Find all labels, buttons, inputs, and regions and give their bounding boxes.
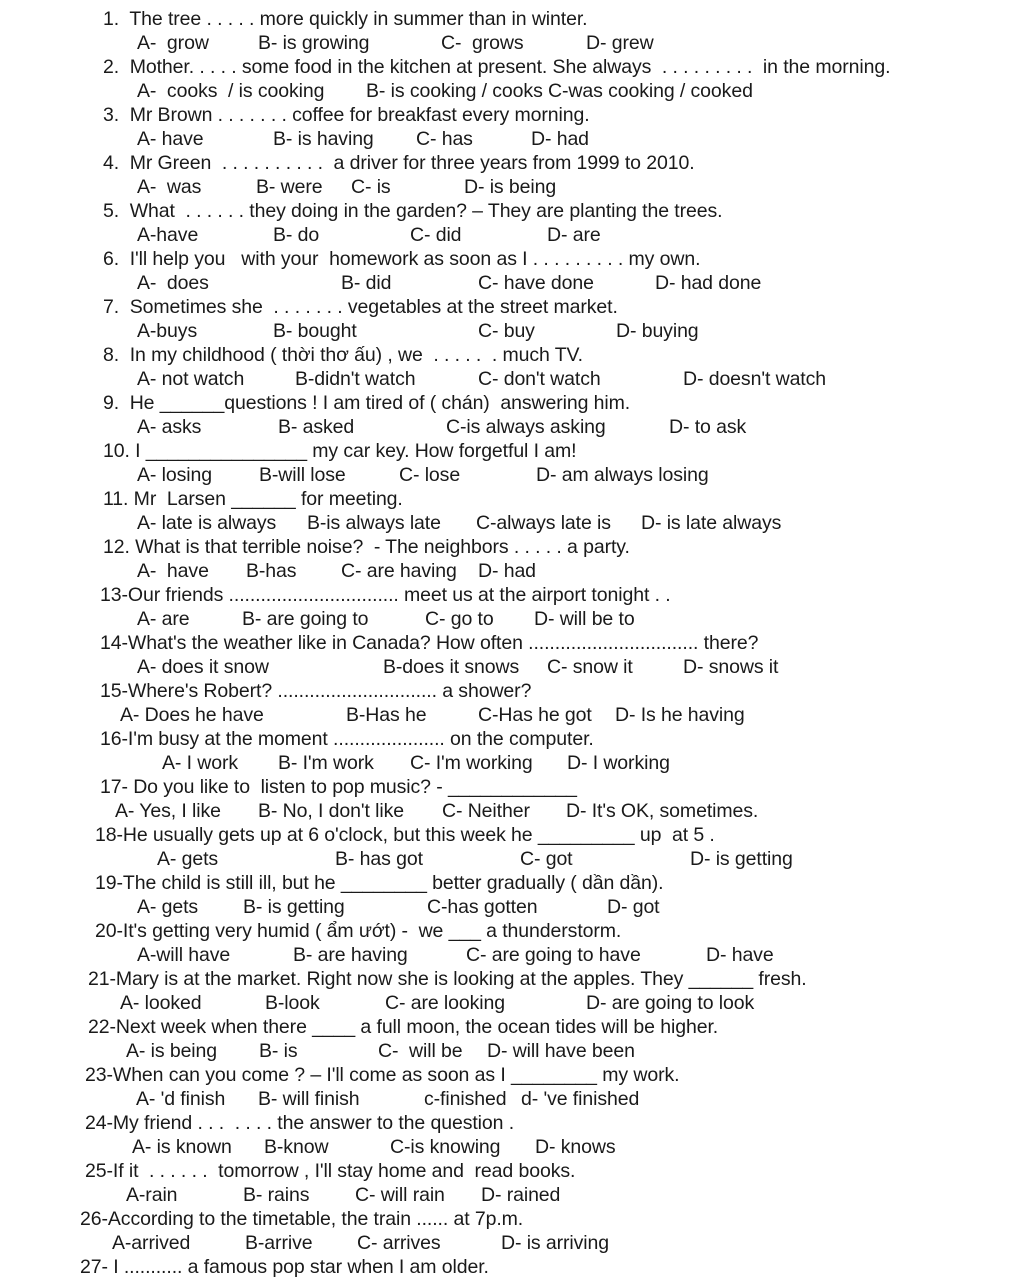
question-17-stem: 17- Do you like to listen to pop music? - ____________ — [100, 776, 577, 798]
question-21-option-a: A- looked — [120, 992, 202, 1014]
question-5-option-a: A-have — [137, 224, 199, 246]
question-12-option-b: B-has — [246, 560, 297, 582]
question-23-option-a: A- 'd finish — [136, 1088, 226, 1110]
question-4-option-d: D- is being — [464, 176, 557, 198]
question-16-stem: 16-I'm busy at the moment ..................... on the computer. — [100, 728, 594, 750]
question-2-option-c: C-was cooking / cooked — [548, 80, 753, 102]
question-3-option-c: C- has — [416, 128, 473, 150]
question-21-option-c: C- are looking — [385, 992, 505, 1014]
question-17-option-d: D- It's OK, sometimes. — [566, 800, 759, 822]
question-7-option-b: B- bought — [273, 320, 357, 342]
question-8-option-b: B-didn't watch — [295, 368, 416, 390]
question-12-option-d: D- had — [478, 560, 536, 582]
question-7-stem: 7. Sometimes she . . . . . . . vegetables at the street market. — [103, 296, 618, 318]
question-25-option-a: A-rain — [126, 1184, 178, 1206]
question-22-option-b: B- is — [259, 1040, 298, 1062]
question-14-option-a: A- does it snow — [137, 656, 269, 678]
question-12-option-a: A- have — [137, 560, 209, 582]
question-10-stem: 10. I _______________ my car key. How forgetful I am! — [103, 440, 577, 462]
question-22-option-c: C- will be — [378, 1040, 463, 1062]
question-9-option-b: B- asked — [278, 416, 355, 438]
question-13-stem: 13-Our friends ................................ meet us at the airport tonight . . — [100, 584, 671, 606]
question-10-option-c: C- lose — [399, 464, 461, 486]
question-16-option-a: A- I work — [162, 752, 239, 774]
question-8-option-c: C- don't watch — [478, 368, 601, 390]
question-14-stem: 14-What's the weather like in Canada? How often ................................ there? — [100, 632, 759, 654]
question-2-option-a: A- cooks / is cooking — [137, 80, 325, 102]
question-23-option-b: B- will finish — [258, 1088, 360, 1110]
question-18-option-a: A- gets — [157, 848, 219, 870]
question-1-option-b: B- is growing — [258, 32, 370, 54]
question-26-option-d: D- is arriving — [501, 1232, 610, 1254]
question-18-option-c: C- got — [520, 848, 573, 870]
question-25-option-c: C- will rain — [355, 1184, 445, 1206]
question-11-option-c: C-always late is — [476, 512, 611, 534]
question-13-option-a: A- are — [137, 608, 190, 630]
question-20-option-b: B- are having — [293, 944, 408, 966]
question-16-option-b: B- I'm work — [278, 752, 374, 774]
question-17-option-c: C- Neither — [442, 800, 530, 822]
question-9-option-a: A- asks — [137, 416, 202, 438]
question-10-option-d: D- am always losing — [536, 464, 709, 486]
question-19-option-a: A- gets — [137, 896, 199, 918]
question-23-option-c: c-finished — [424, 1088, 507, 1110]
question-23-option-d: d- 've finished — [521, 1088, 640, 1110]
question-15-option-d: D- Is he having — [615, 704, 745, 726]
question-2-stem: 2. Mother. . . . . some food in the kitchen at present. She always . . . . . . . . . in the morning. — [103, 56, 891, 78]
question-7-option-a: A-buys — [137, 320, 198, 342]
question-1-option-d: D- grew — [586, 32, 654, 54]
question-20-option-c: C- are going to have — [466, 944, 641, 966]
question-16-option-c: C- I'm working — [410, 752, 533, 774]
question-9-option-d: D- to ask — [669, 416, 747, 438]
question-8-option-a: A- not watch — [137, 368, 245, 390]
question-6-option-b: B- did — [341, 272, 392, 294]
question-12-stem: 12. What is that terrible noise? - The neighbors . . . . . a party. — [103, 536, 630, 558]
question-11-option-d: D- is late always — [641, 512, 782, 534]
question-3-stem: 3. Mr Brown . . . . . . . coffee for breakfast every morning. — [103, 104, 590, 126]
question-11-option-a: A- late is always — [137, 512, 277, 534]
question-10-option-b: B-will lose — [259, 464, 346, 486]
question-24-option-a: A- is known — [132, 1136, 232, 1158]
question-8-stem: 8. In my childhood ( thời thơ ấu) , we . . . . . . much TV. — [103, 344, 583, 366]
question-17-option-b: B- No, I don't like — [258, 800, 404, 822]
question-15-option-c: C-Has he got — [478, 704, 592, 726]
question-3-option-b: B- is having — [273, 128, 374, 150]
question-6-option-d: D- had done — [655, 272, 762, 294]
question-24-option-c: C-is knowing — [390, 1136, 501, 1158]
question-25-option-d: D- rained — [481, 1184, 561, 1206]
question-26-stem: 26-According to the timetable, the train ...... at 7p.m. — [80, 1208, 524, 1230]
question-21-option-d: D- are going to look — [586, 992, 755, 1014]
question-12-option-c: C- are having — [341, 560, 457, 582]
question-20-option-a: A-will have — [137, 944, 231, 966]
question-15-stem: 15-Where's Robert? .............................. a shower? — [100, 680, 532, 702]
question-10-option-a: A- losing — [137, 464, 212, 486]
question-11-stem: 11. Mr Larsen ______ for meeting. — [103, 488, 403, 510]
question-22-option-d: D- will have been — [487, 1040, 635, 1062]
question-7-option-d: D- buying — [616, 320, 699, 342]
question-26-option-c: C- arrives — [357, 1232, 441, 1254]
question-6-stem: 6. I'll help you with your homework as soon as I . . . . . . . . . my own. — [103, 248, 701, 270]
question-19-option-c: C-has gotten — [427, 896, 538, 918]
question-22-stem: 22-Next week when there ____ a full moon, the ocean tides will be higher. — [88, 1016, 719, 1038]
question-8-option-d: D- doesn't watch — [683, 368, 827, 390]
question-4-option-b: B- were — [256, 176, 323, 198]
question-19-stem: 19-The child is still ill, but he ________ better gradually ( dần dần). — [95, 872, 664, 894]
question-3-option-d: D- had — [531, 128, 589, 150]
question-4-stem: 4. Mr Green . . . . . . . . . . a driver for three years from 1999 to 2010. — [103, 152, 695, 174]
question-16-option-d: D- I working — [567, 752, 670, 774]
question-23-stem: 23-When can you come ? – I'll come as soon as I ________ my work. — [85, 1064, 680, 1086]
question-20-option-d: D- have — [706, 944, 774, 966]
question-18-option-d: D- is getting — [690, 848, 793, 870]
question-7-option-c: C- buy — [478, 320, 535, 342]
question-1-stem: 1. The tree . . . . . more quickly in summer than in winter. — [103, 8, 588, 30]
question-11-option-b: B-is always late — [307, 512, 441, 534]
question-25-stem: 25-If it . . . . . . tomorrow , I'll stay home and read books. — [85, 1160, 576, 1182]
question-26-option-a: A-arrived — [112, 1232, 191, 1254]
question-14-option-c: C- snow it — [547, 656, 633, 678]
question-3-option-a: A- have — [137, 128, 204, 150]
question-5-option-d: D- are — [547, 224, 601, 246]
question-5-stem: 5. What . . . . . . they doing in the garden? – They are planting the trees. — [103, 200, 723, 222]
question-14-option-b: B-does it snows — [383, 656, 520, 678]
question-19-option-d: D- got — [607, 896, 660, 918]
question-24-option-d: D- knows — [535, 1136, 616, 1158]
question-5-option-b: B- do — [273, 224, 320, 246]
question-9-option-c: C-is always asking — [446, 416, 606, 438]
question-1-option-a: A- grow — [137, 32, 209, 54]
question-13-option-b: B- are going to — [242, 608, 369, 630]
question-14-option-d: D- snows it — [683, 656, 779, 678]
question-21-stem: 21-Mary is at the market. Right now she is looking at the apples. They ______ fresh. — [88, 968, 807, 990]
question-26-option-b: B-arrive — [245, 1232, 313, 1254]
question-5-option-c: C- did — [410, 224, 462, 246]
question-18-option-b: B- has got — [335, 848, 423, 870]
question-24-stem: 24-My friend . . . . . . . the answer to the question . — [85, 1112, 515, 1134]
question-19-option-b: B- is getting — [243, 896, 345, 918]
question-13-option-d: D- will be to — [534, 608, 635, 630]
question-2-option-b: B- is cooking / cooks — [366, 80, 543, 102]
question-9-stem: 9. He ______questions ! I am tired of ( chán) answering him. — [103, 392, 631, 414]
question-25-option-b: B- rains — [243, 1184, 310, 1206]
question-24-option-b: B-know — [264, 1136, 329, 1158]
question-13-option-c: C- go to — [425, 608, 494, 630]
question-6-option-a: A- does — [137, 272, 209, 294]
question-20-stem: 20-It's getting very humid ( ẩm ướt) - we ___ a thunderstorm. — [95, 920, 622, 942]
question-22-option-a: A- is being — [126, 1040, 218, 1062]
question-27-stem: 27- I ........... a famous pop star when I am older. — [80, 1256, 489, 1278]
question-17-option-a: A- Yes, I like — [115, 800, 221, 822]
question-1-option-c: C- grows — [441, 32, 524, 54]
question-15-option-a: A- Does he have — [120, 704, 264, 726]
question-6-option-c: C- have done — [478, 272, 594, 294]
question-4-option-a: A- was — [137, 176, 202, 198]
question-18-stem: 18-He usually gets up at 6 o'clock, but this week he _________ up at 5 . — [95, 824, 715, 846]
question-21-option-b: B-look — [265, 992, 320, 1014]
question-15-option-b: B-Has he — [346, 704, 427, 726]
question-4-option-c: C- is — [351, 176, 391, 198]
